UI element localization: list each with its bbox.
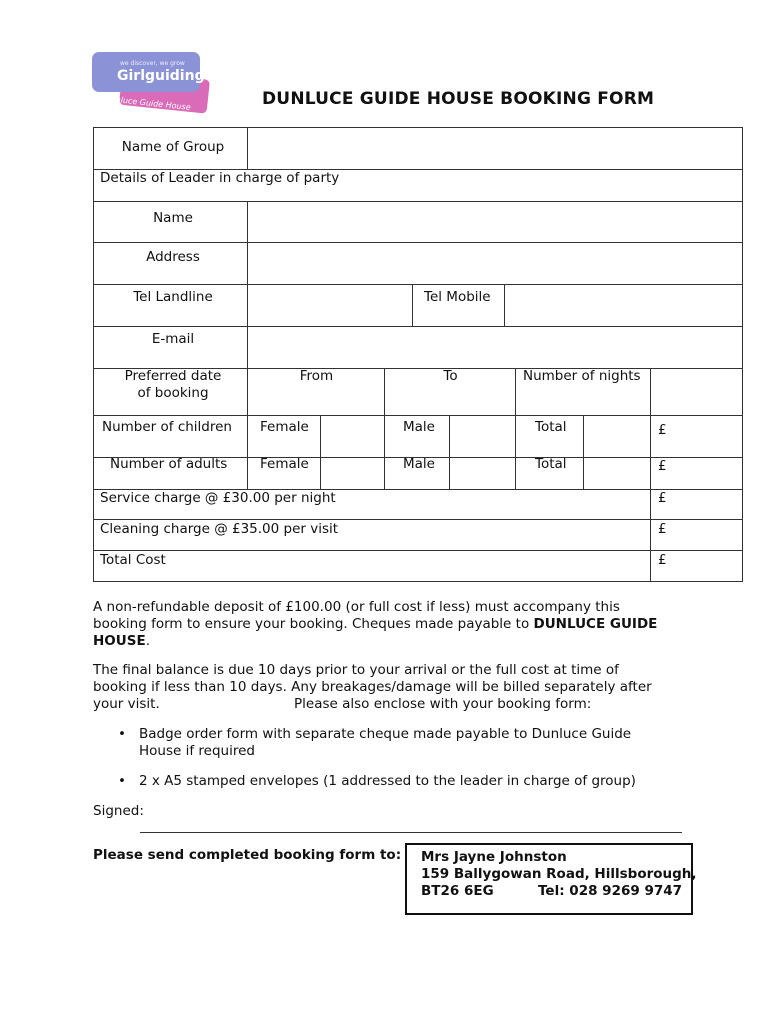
currency-children: £	[658, 422, 667, 438]
label-preferred-date: Preferred date	[124, 368, 222, 384]
currency-adults: £	[658, 458, 667, 474]
send-label: Please send completed booking form to:	[93, 847, 402, 863]
balance-line-2: booking if less than 10 days. Any breakages/damage will be billed separately after	[93, 679, 652, 695]
balance-paragraph	[93, 662, 713, 713]
bullet-1-line-1: Badge order form with separate cheque made payable to Dunluce Guide	[139, 726, 632, 742]
label-children-female: Female	[260, 419, 309, 435]
currency-total-cost: £	[658, 552, 667, 568]
label-number-of-children: Number of children	[102, 419, 232, 435]
label-to: To	[443, 368, 458, 384]
address-name: Mrs Jayne Johnston	[421, 849, 567, 865]
address-street: 159 Ballygowan Road, Hillsborough,	[421, 866, 697, 882]
bullet-1-line-2: House if required	[139, 743, 255, 759]
input-address[interactable]	[248, 243, 742, 284]
input-children-male[interactable]	[450, 416, 515, 457]
deposit-paragraph	[93, 599, 713, 650]
label-preferred-date-2: of booking	[137, 385, 209, 401]
payee-name-2: HOUSE	[93, 633, 146, 649]
input-email[interactable]	[248, 327, 742, 368]
address-box	[405, 843, 697, 915]
input-children-female[interactable]	[321, 416, 384, 457]
currency-service: £	[658, 490, 667, 506]
balance-line-1: The final balance is due 10 days prior to your arrival or the full cost at time of	[93, 662, 619, 678]
input-adults-total[interactable]	[584, 458, 650, 489]
input-tel-landline[interactable]	[248, 285, 412, 326]
label-leader-details: Details of Leader in charge of party	[100, 170, 340, 186]
label-total-cost: Total Cost	[100, 552, 166, 568]
label-adults-female: Female	[260, 456, 309, 472]
deposit-line-3: HOUSE.	[93, 633, 150, 649]
input-children-total[interactable]	[584, 416, 650, 457]
signature-line[interactable]	[140, 832, 682, 833]
balance-line-3b: Please also enclose with your booking form:	[294, 696, 592, 712]
label-number-of-adults: Number of adults	[110, 456, 228, 472]
currency-cleaning: £	[658, 521, 667, 537]
input-adults-male[interactable]	[450, 458, 515, 489]
label-children-male: Male	[403, 419, 435, 435]
label-adults-total: Total	[535, 456, 567, 472]
label-email: E-mail	[151, 331, 195, 347]
address-postcode: BT26 6EG	[421, 883, 494, 899]
bullet-2: 2 x A5 stamped envelopes (1 addressed to the leader in charge of group)	[139, 773, 636, 789]
logo-brand: Girlguiding	[117, 68, 205, 84]
label-cleaning-charge: Cleaning charge @ £35.00 per visit	[100, 521, 339, 537]
bullet-1	[139, 726, 679, 760]
deposit-line-2	[93, 616, 713, 633]
balance-line-3a: your visit.	[93, 696, 160, 712]
bullet-1-icon: •	[118, 726, 126, 742]
payee-name-1: DUNLUCE GUIDE	[533, 616, 658, 632]
page-title: DUNLUCE GUIDE HOUSE BOOKING FORM	[262, 89, 655, 109]
input-adults-female[interactable]	[321, 458, 384, 489]
logo-ribbon: Dunluce Guide House	[104, 94, 192, 112]
label-name: Name	[153, 210, 193, 226]
label-number-of-nights: Number of nights	[523, 368, 641, 384]
balance-line-3	[93, 696, 713, 713]
label-tel-mobile: Tel Mobile	[424, 289, 491, 305]
deposit-line-1: A non-refundable deposit of £100.00 (or full cost if less) must accompany this	[93, 599, 620, 615]
input-name[interactable]	[248, 202, 742, 242]
input-number-of-nights[interactable]	[651, 369, 742, 415]
label-children-total: Total	[535, 419, 567, 435]
logo-small-text: we discover, we grow	[120, 60, 185, 67]
label-address: Address	[146, 249, 200, 265]
label-tel-landline: Tel Landline	[133, 289, 213, 305]
address-tel: Tel: 028 9269 9747	[538, 883, 683, 899]
input-tel-mobile[interactable]	[505, 285, 742, 326]
label-name-of-group: Name of Group	[121, 139, 225, 155]
label-adults-male: Male	[403, 456, 435, 472]
label-from: From	[299, 368, 334, 384]
input-name-of-group[interactable]	[248, 128, 742, 169]
bullet-2-icon: •	[118, 773, 126, 789]
signed-label: Signed:	[93, 803, 144, 819]
deposit-line-2-text: booking form to ensure your booking. Cheques made payable to	[93, 616, 534, 632]
label-service-charge: Service charge @ £30.00 per night	[100, 490, 336, 506]
